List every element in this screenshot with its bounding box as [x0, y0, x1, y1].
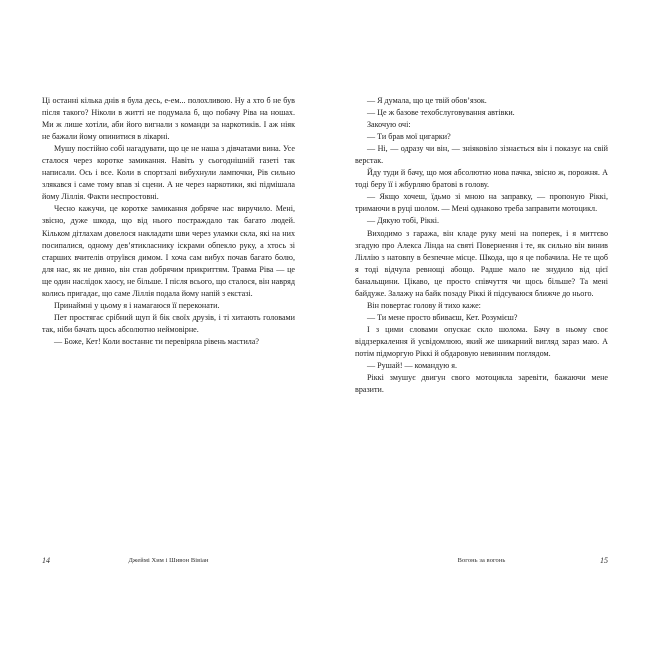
paragraph: Принаймні у цьому я і намагаюся її переконати.: [54, 300, 220, 310]
paragraph: Він повертає голову й тихо каже:: [367, 300, 481, 310]
paragraph: Йду туди й бачу, що моя абсолютно нова пачка, звісно ж, порожня. А тоді беру її і жбурляю братові в голову.: [355, 168, 608, 190]
paragraph: — Ти брав мої цигарки?: [367, 132, 451, 142]
paragraph: — Я думала, що це твій обов’язок.: [367, 96, 487, 105]
paragraph: — Це ж базове техобслуговування автівки.: [367, 108, 515, 118]
running-head: Вогонь за вогонь: [457, 557, 506, 564]
page-left: [42, 95, 295, 565]
paragraph: Чесно кажучи, це коротке замикання добряче нас виручило. Мені, звісно, дуже шкода, що від нього постраждало так багато людей. Кільком дітлахам довелося накладати шви через уламки скла, які на них посипалися, одному дев’ятикласнику іскрами обпекло руку, а хтось зі старших вчителів отруївся димом. І хоча сам вибух почав багато болю, для нас, як не дивно, він став добрячим прикриттям. Травма Ріва — це ще один наслідок хаосу, не більше. І після всього, що сталося, він навряд колись пригадає, що саме Ліллія подала йому напій з екстазі.: [42, 204, 295, 298]
page-left-text: [42, 95, 295, 348]
page-left-footer: [42, 553, 295, 565]
page-right-footer: [355, 553, 608, 565]
paragraph: І з цими словами опускає скло шолома. Бачу в ньому своє віддзеркалення й усвідомлюю, який же шикарний вигляд зараз маю. А потім підморгую Ріккі й обдаровую невинним поглядом.: [355, 324, 608, 358]
paragraph: — Ні, — одразу чи він, — зніяковіло зізнається він і показує на свій верстак.: [355, 144, 608, 166]
paragraph: Ріккі змушує двигун свого мотоцикла заревіти, бажаючи мене вразити.: [355, 373, 608, 395]
page-number: 14: [42, 556, 50, 565]
page-right-text: [355, 95, 608, 396]
running-head: Джеймі Хим і Шивон Вівіан: [128, 557, 209, 564]
paragraph: — Боже, Кет! Коли востаннє ти перевіряла рівень мастила?: [54, 336, 259, 346]
paragraph: — Рушай! — командую я.: [367, 361, 458, 371]
paragraph: Пет простягає срібний щуп й бік своїх друзів, і ті хитають головами так, ніби бачать щось абсолютно неймовірне.: [42, 312, 295, 334]
page-right: [355, 95, 608, 565]
paragraph: Закочую очі:: [367, 120, 411, 130]
paragraph: Мушу постійно собі нагадувати, що це не наша з дівчатами вина. Усе сталося через коротке замикання. Навіть у сьогоднішній газеті так написали. Ось і все. Коли в спортзалі вибухнули лампочки, Рів сильно злякався і саме тому впав зі сцени. А не через наркотики, які підмішала йому Ліллія. Факти неспростовні.: [42, 144, 295, 202]
paragraph: — Якщо хочеш, їдьмо зі мною на заправку, — пропоную Ріккі, тримаючи в руці шолом. — Мені однаково треба заправити мотоцикл.: [355, 192, 608, 214]
paragraph: — Дякую тобі, Ріккі.: [367, 216, 440, 226]
paragraph: Ці останні кілька днів я була десь, е-ем... полохливою. Ну а хто б не був після такого? Ніколи в житті не подумала б, що побачу Ріва на ношах. Ми ж лише хотіли, аби його вигнали з команди за наркотиків. І аж ніяк не бажали йому опинитися в лікарні.: [42, 96, 295, 142]
paragraph: Виходимо з гаража, він кладе руку мені на поперек, і я миттєво згадую про Алекса Лінда на святі Повернення і те, як сильно він винив Ліллію з натовпу в безпечне місце. Шкода, що я це побачила. Не те щоб я тоді відчула ревнощі абощо. Радше мало не знудило від цієї банальщини. Цікаво, це просто співчуття чи щось більше? Та мені байдуже. Залажу на байк позаду Ріккі й підсуваюся ближче до нього.: [355, 228, 608, 298]
paragraph: — Ти мене просто вбиваєш, Кет. Розумієш?: [367, 312, 518, 322]
page-number: 15: [600, 556, 608, 565]
